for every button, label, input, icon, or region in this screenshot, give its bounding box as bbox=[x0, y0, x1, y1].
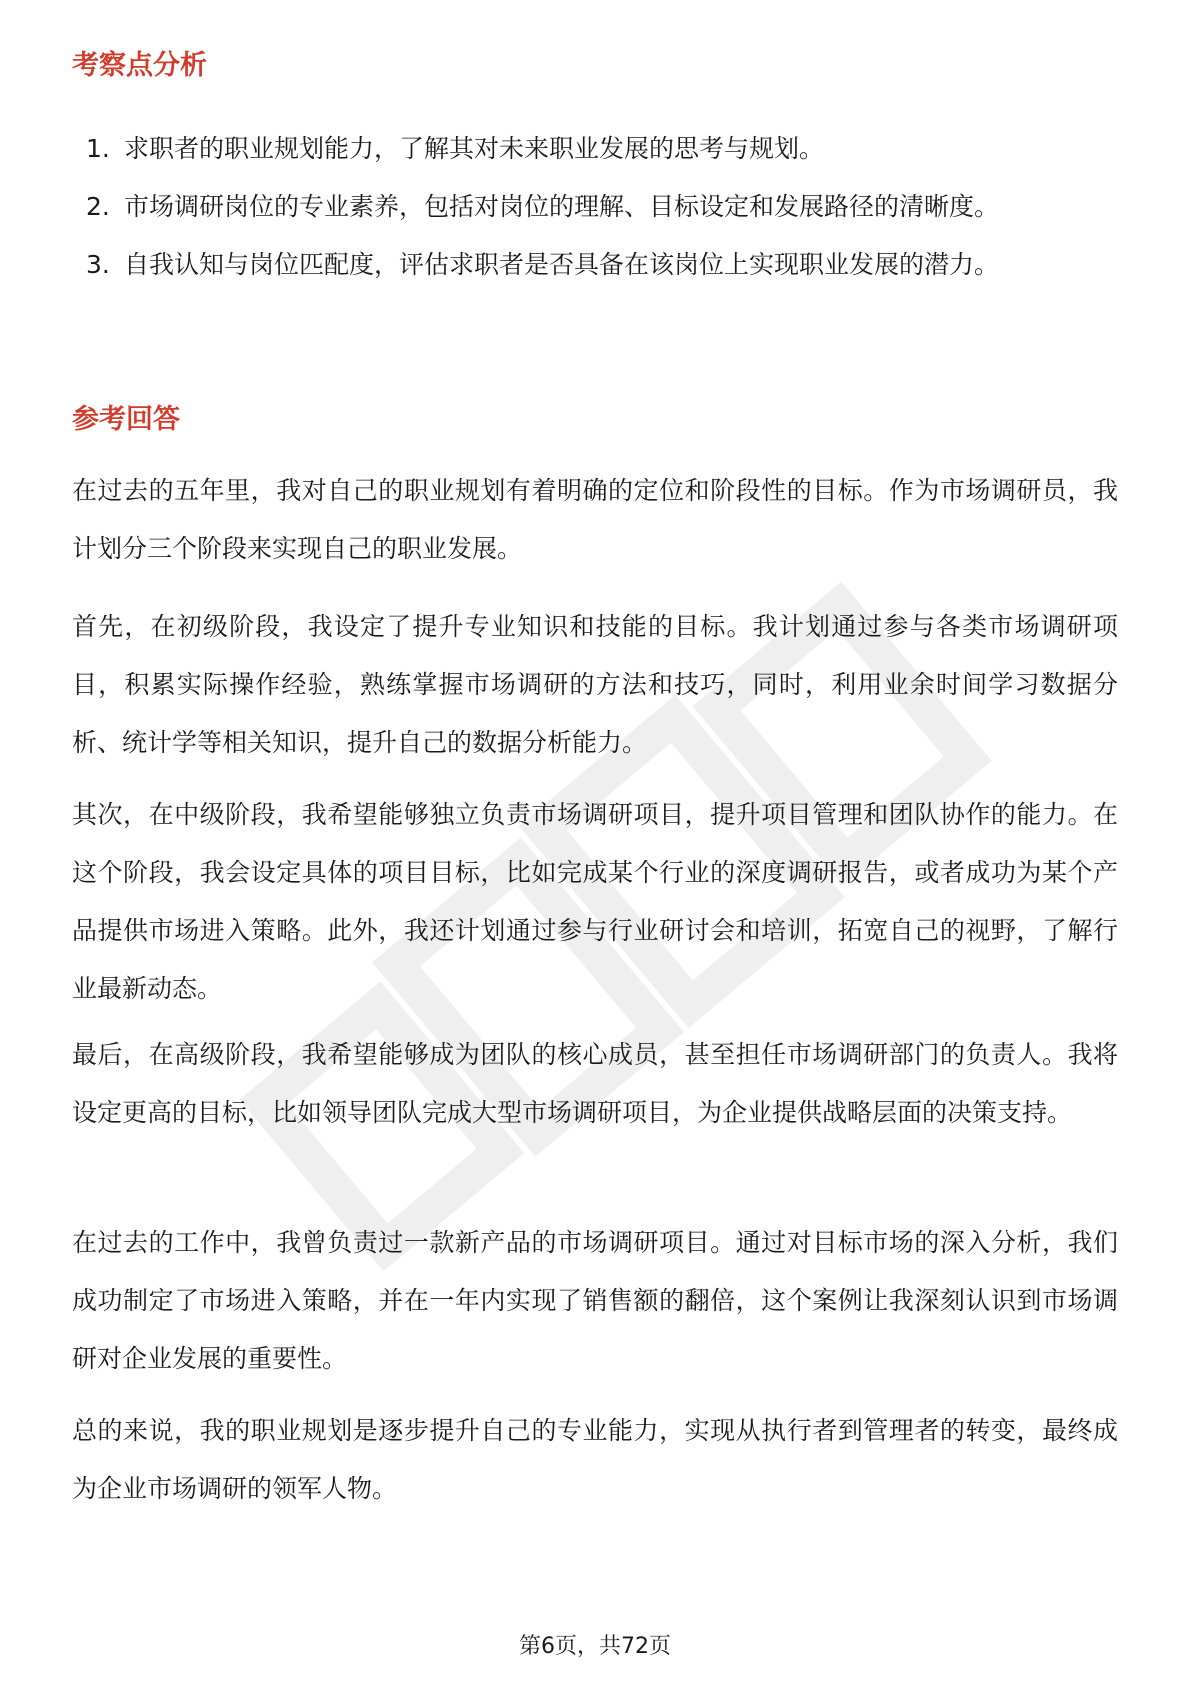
list-item-text: 自我认知与岗位匹配度，评估求职者是否具备在该岗位上实现职业发展的潜力。 bbox=[124, 250, 1000, 279]
answer-paragraph: 其次，在中级阶段，我希望能够独立负责市场调研项目，提升项目管理和团队协作的能力。在这个阶段，我会设定具体的项目目标，比如完成某个行业的深度调研报告，或者成功为某个产品提供市场进入策略。此外，我还计划通过参与行业研讨会和培训，拓宽自己的视野，了解行业最新动态。 bbox=[72, 800, 1118, 1003]
answer-paragraph: 首先，在初级阶段，我设定了提升专业知识和技能的目标。我计划通过参与各类市场调研项目，积累实际操作经验，熟练掌握市场调研的方法和技巧，同时，利用业余时间学习数据分析、统计学等相关知识，提升自己的数据分析能力。 bbox=[72, 612, 1118, 757]
list-item bbox=[72, 120, 1118, 178]
list-item-text: 求职者的职业规划能力，了解其对未来职业发展的思考与规划。 bbox=[124, 134, 825, 163]
list-number: 2. bbox=[86, 192, 110, 221]
page-number: 第6页，共72页 bbox=[519, 1634, 671, 1659]
analysis-list bbox=[72, 120, 1118, 294]
list-item bbox=[72, 236, 1118, 294]
answer-paragraph: 总的来说，我的职业规划是逐步提升自己的专业能力，实现从执行者到管理者的转变，最终成为企业市场调研的领军人物。 bbox=[72, 1416, 1118, 1503]
answer-paragraph: 在过去的工作中，我曾负责过一款新产品的市场调研项目。通过对目标市场的深入分析，我们成功制定了市场进入策略，并在一年内实现了销售额的翻倍，这个案例让我深刻认识到市场调研对企业发展的重要性。 bbox=[72, 1228, 1118, 1373]
list-number: 1. bbox=[86, 134, 110, 163]
answer-paragraph: 最后，在高级阶段，我希望能够成为团队的核心成员，甚至担任市场调研部门的负责人。我将设定更高的目标，比如领导团队完成大型市场调研项目，为企业提供战略层面的决策支持。 bbox=[72, 1040, 1118, 1127]
list-number: 3. bbox=[86, 250, 110, 279]
answer-paragraph: 在过去的五年里，我对自己的职业规划有着明确的定位和阶段性的目标。作为市场调研员，我计划分三个阶段来实现自己的职业发展。 bbox=[72, 476, 1118, 563]
section-heading-analysis: 考察点分析 bbox=[72, 50, 207, 81]
list-item bbox=[72, 178, 1118, 236]
section-heading-answer: 参考回答 bbox=[72, 404, 180, 435]
list-item-text: 市场调研岗位的专业素养，包括对岗位的理解、目标设定和发展路径的清晰度。 bbox=[124, 192, 1000, 221]
document-page bbox=[72, 0, 1118, 1684]
